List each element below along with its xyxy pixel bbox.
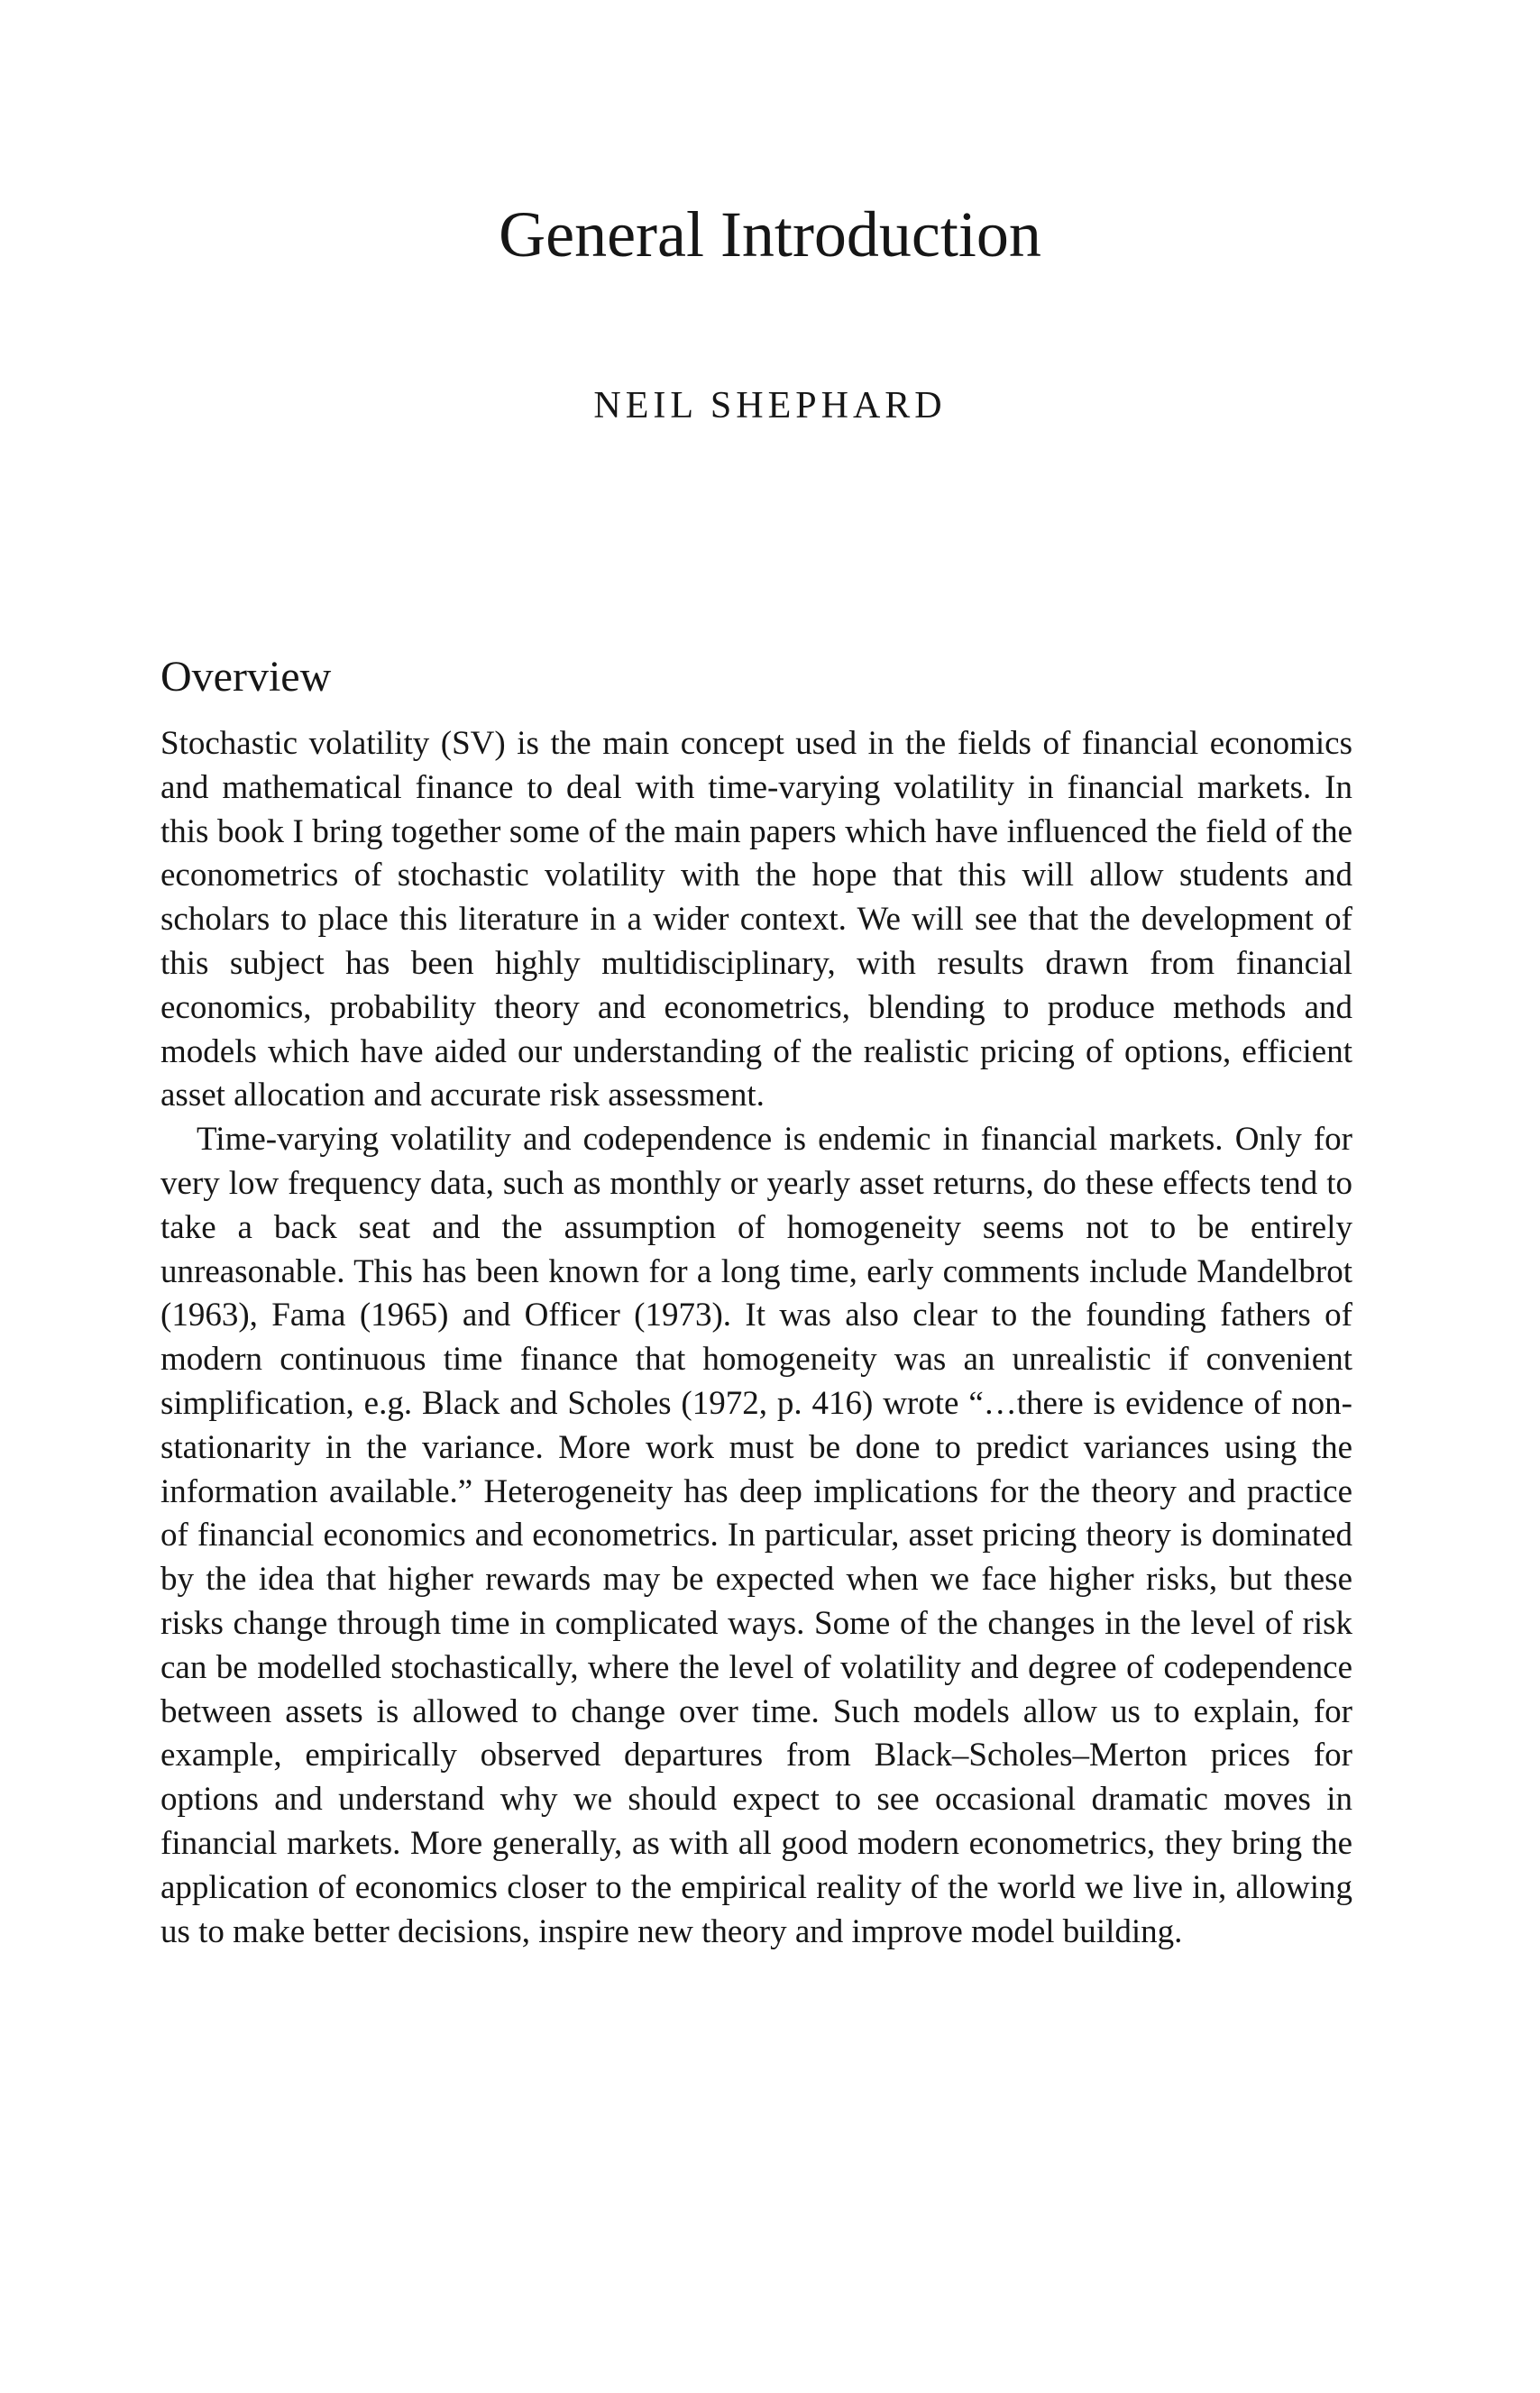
overview-body	[160, 722, 1352, 1954]
section-heading-overview: Overview	[160, 653, 332, 701]
chapter-author: NEIL SHEPHARD	[593, 385, 947, 426]
paragraph-2: Time-varying volatility and codependence is endemic in financial markets. Only for very low frequency data, such as monthly or yearly asset returns, do these effects tend to take a back seat and the assumption of homogeneity seems not to be entirely unreasonable. This has been known for a long time, early comments include Mandelbrot (1963), Fama (1965) and Officer (1973). It was also clear to the founding fathers of modern continuous time finance that homogeneity was an unrealistic if convenient simplification, e.g. Black and Scholes (1972, p. 416) wrote “…there is evidence of non-stationarity in the variance. More work must be done to predict variances using the information available.” Heterogeneity has deep implications for the theory and practice of financial economics and econometrics. In particular, asset pricing theory is dominated by the idea that higher rewards may be expected when we face higher risks, but these risks change through time in complicated ways. Some of the changes in the level of risk can be modelled stochastically, where the level of volatility and degree of codependence between assets is allowed to change over time. Such models allow us to explain, for example, empirically observed departures from Black–Scholes–Merton prices for options and understand why we should expect to see occasional dramatic moves in financial markets. More generally, as with all good modern econometrics, they bring the application of economics closer to the empirical reality of the world we live in, allowing us to make better decisions, inspire new theory and improve model building.	[160, 1121, 1352, 1950]
paragraph-1: Stochastic volatility (SV) is the main concept used in the fields of financial economics and mathematical finance to deal with time-varying volatility in financial markets. In this book I bring together some of the main papers which have influenced the field of the econometrics of stochastic volatility with the hope that this will allow students and scholars to place this literature in a wider context. We will see that the development of this subject has been highly multidisciplinary, with results drawn from financial economics, probability theory and econometrics, blending to produce methods and models which have aided our understanding of the realistic pricing of options, efficient asset allocation and accurate risk assessment.	[160, 725, 1352, 1114]
chapter-title: General Introduction	[499, 198, 1041, 270]
